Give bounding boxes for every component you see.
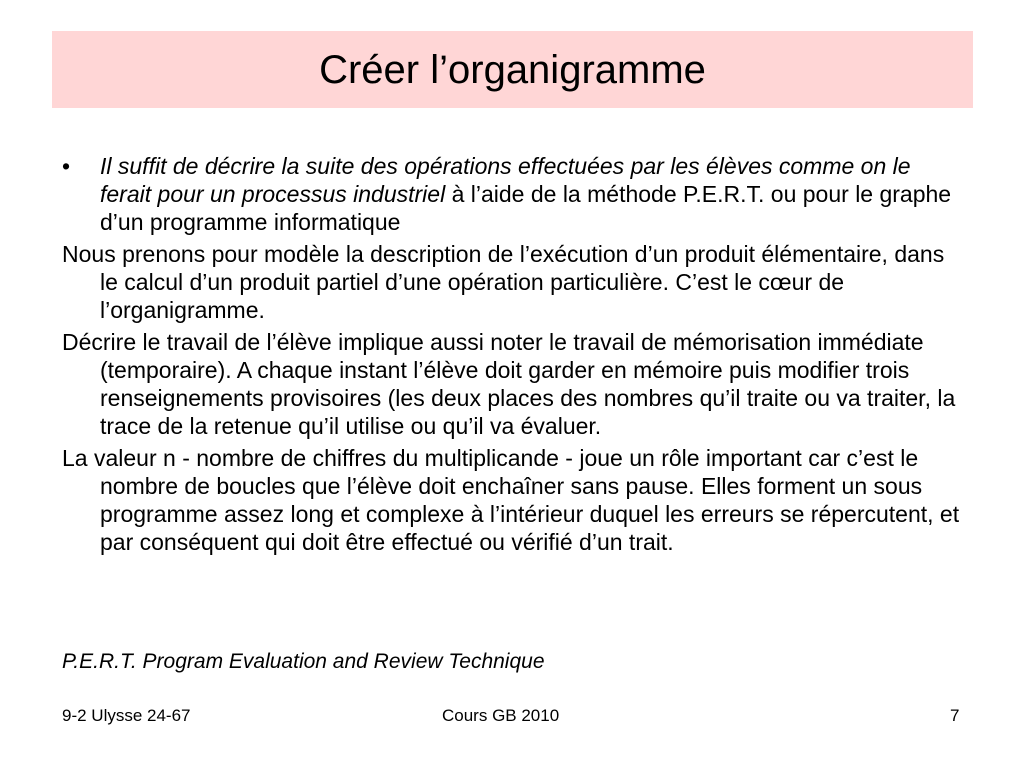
paragraph-1-text: à l’aide de la méthode P.E.R.T. ou pour le graphe d’un programme informatique [100, 181, 952, 235]
page-number: 7 [950, 706, 960, 725]
title-banner [52, 31, 973, 108]
pert-definition-note: P.E.R.T. Program Evaluation and Review Technique [62, 650, 545, 673]
bullet-icon: • [62, 153, 71, 179]
paragraph-1-italic-text: Il suffit de décrire la suite des opérations effectuées par les élèves comme on le ferait pour un processus industriel [100, 153, 911, 207]
paragraph-2: Nous prenons pour modèle la description de l’exécution d’un produit élémentaire, dans le calcul d’un produit partiel d’une opération particulière. C’est le cœur de l’organigramme. [62, 241, 945, 323]
paragraph-3: Décrire le travail de l’élève implique aussi noter le travail de mémorisation immédiate (temporaire). A chaque instant l’élève doit garder en mémoire puis modifier trois renseignements provisoires (les deux places des nombres qu’il traite ou va traiter, la trace de la retenue qu’il utilise ou qu’il va évaluer. [62, 329, 956, 439]
slide-body [62, 152, 962, 560]
slide-title: Créer l’organigramme [319, 47, 706, 92]
paragraph-4: La valeur n - nombre de chiffres du multiplicande - joue un rôle important car c’est le nombre de boucles que l’élève doit enchaîner sans pause. Elles forment un sous programme assez long et complexe à l’intérieur duquel les erreurs se répercutent, et par conséquent qui doit être effectué ou vérifié d’un trait. [62, 445, 960, 555]
footer-center-text: Cours GB 2010 [442, 706, 560, 725]
footer-left-text: 9-2 Ulysse 24-67 [62, 706, 191, 725]
bullet-paragraph-1 [62, 152, 962, 236]
